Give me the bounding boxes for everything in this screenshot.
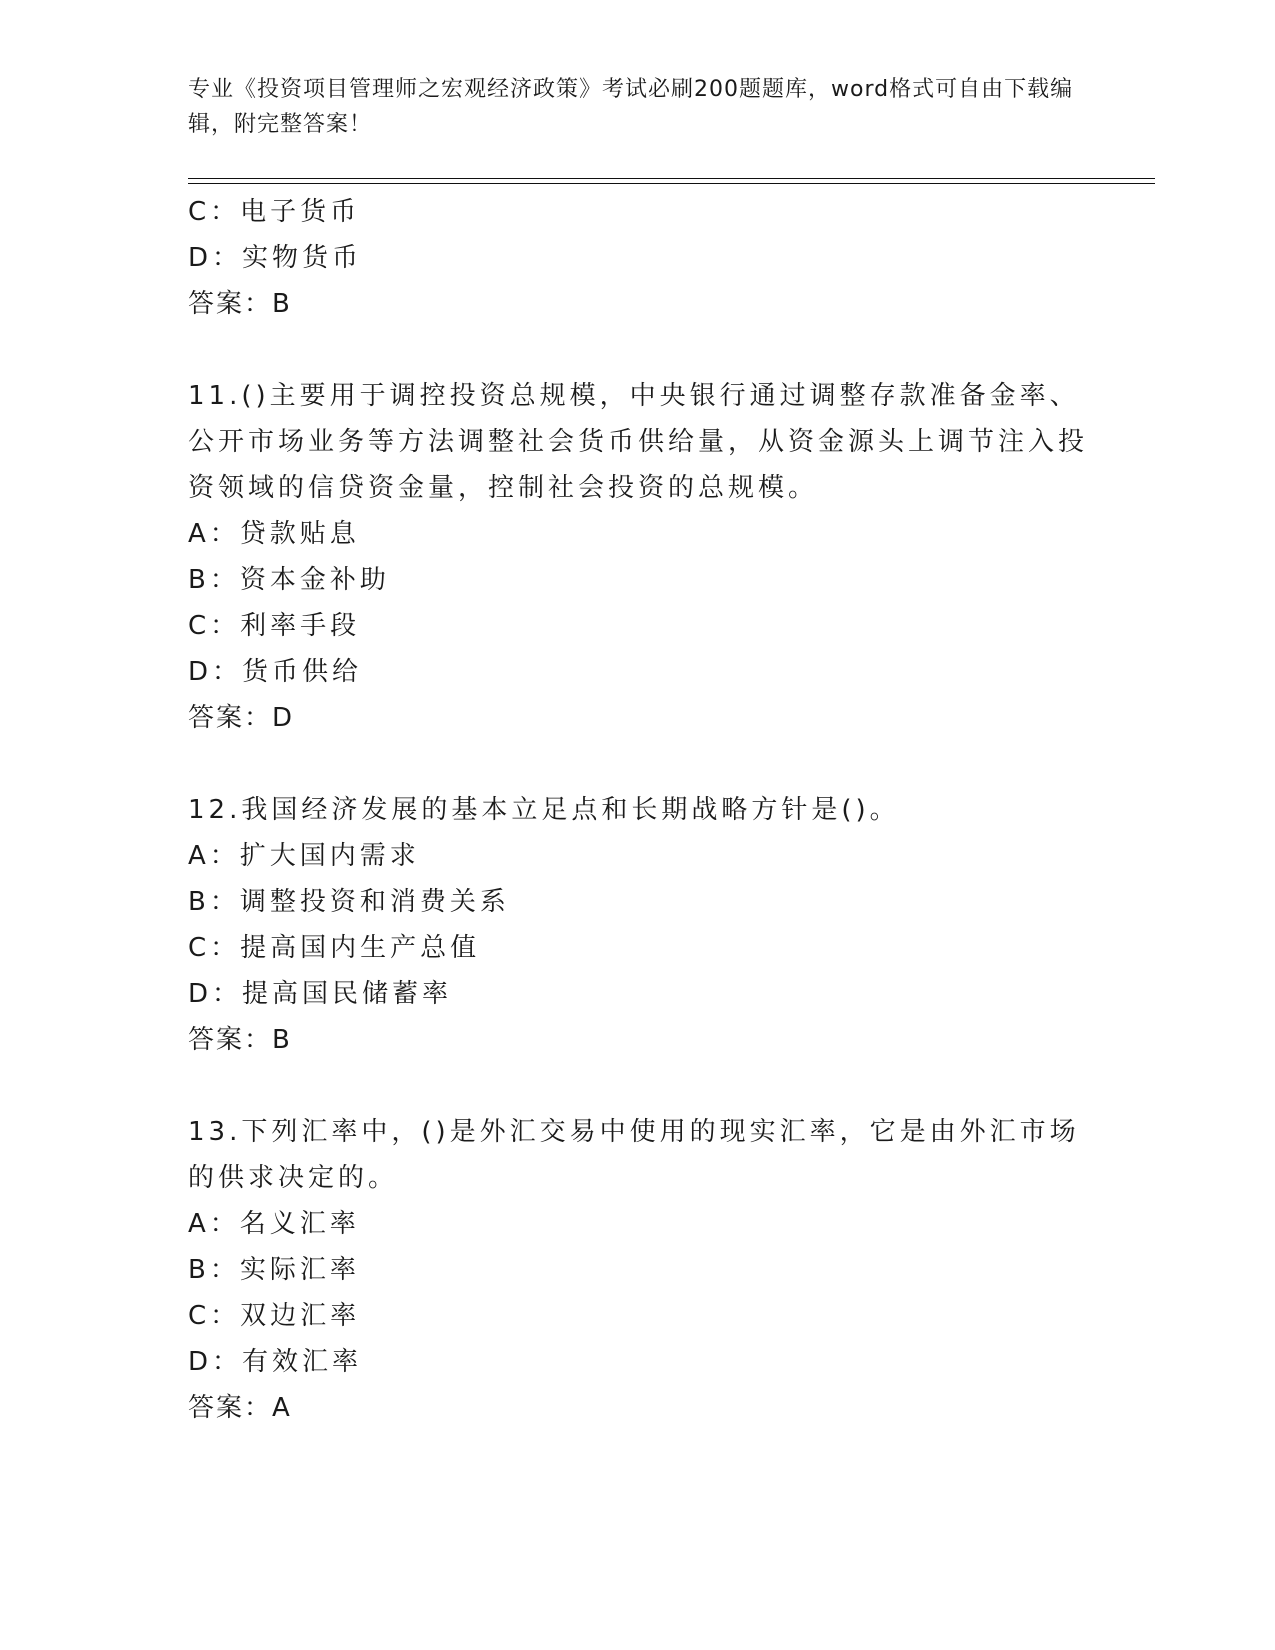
- option-letter: A：: [188, 1209, 240, 1239]
- option-text: 提高国内生产总值: [240, 933, 481, 963]
- option-letter: D：: [188, 657, 243, 687]
- option-text: 利率手段: [240, 611, 361, 641]
- option-letter: C：: [188, 197, 241, 227]
- answer-line: 答案：D: [188, 703, 295, 733]
- option-text: 扩大国内需求: [239, 841, 420, 871]
- option-d: [188, 971, 1088, 1017]
- option-text: 提高国民储蓄率: [242, 979, 453, 1009]
- option-letter: B：: [188, 565, 240, 595]
- question-stem: 11.()主要用于调控投资总规模，中央银行通过调整存款准备金率、公开市场业务等方法调整社会货币供给量，从资金源头上调节注入投资领域的信贷资金量，控制社会投资的总规模。: [188, 381, 1089, 503]
- option-letter: C：: [188, 933, 241, 963]
- option-letter: C：: [188, 1301, 241, 1331]
- option-letter: A：: [188, 519, 240, 549]
- option-a: [188, 511, 1088, 557]
- option-text: 资本金补助: [239, 565, 390, 595]
- option-c: [188, 189, 1088, 235]
- option-b: [188, 879, 1088, 925]
- option-b: [188, 557, 1088, 603]
- option-text: 贷款贴息: [239, 519, 360, 549]
- answer-line: 答案：A: [188, 1393, 292, 1423]
- option-a: [188, 833, 1088, 879]
- option-text: 有效汇率: [242, 1347, 363, 1377]
- previous-question-tail: [188, 189, 1088, 327]
- option-letter: B：: [188, 1255, 240, 1285]
- answer-line: 答案：B: [188, 289, 292, 319]
- question-13: [188, 1109, 1088, 1431]
- question-stem: 12.我国经济发展的基本立足点和长期战略方针是()。: [188, 795, 900, 825]
- option-letter: A：: [188, 841, 240, 871]
- option-b: [188, 1247, 1088, 1293]
- question-stem: 13.下列汇率中，()是外汇交易中使用的现实汇率，它是由外汇市场的供求决定的。: [188, 1117, 1080, 1193]
- option-text: 电子货币: [240, 197, 361, 227]
- document-header: 专业《投资项目管理师之宏观经济政策》考试必刷200题题库，word格式可自由下载编辑，附完整答案！: [188, 77, 1074, 137]
- option-c: [188, 603, 1088, 649]
- option-c: [188, 1293, 1088, 1339]
- question-list: [188, 189, 1088, 1431]
- option-text: 名义汇率: [239, 1209, 360, 1239]
- option-letter: D：: [188, 243, 243, 273]
- option-d: [188, 1339, 1088, 1385]
- option-d: [188, 649, 1088, 695]
- question-11: [188, 373, 1088, 741]
- option-d: [188, 235, 1088, 281]
- option-letter: B：: [188, 887, 240, 917]
- option-letter: D：: [188, 979, 243, 1009]
- option-text: 货币供给: [242, 657, 363, 687]
- option-text: 调整投资和消费关系: [239, 887, 510, 917]
- answer-line: 答案：B: [188, 1025, 292, 1055]
- option-text: 双边汇率: [240, 1301, 361, 1331]
- option-text: 实物货币: [242, 243, 363, 273]
- option-text: 实际汇率: [239, 1255, 360, 1285]
- question-12: [188, 787, 1088, 1063]
- option-a: [188, 1201, 1088, 1247]
- option-letter: C：: [188, 611, 241, 641]
- option-c: [188, 925, 1088, 971]
- header-divider-top: [188, 178, 1155, 179]
- option-letter: D：: [188, 1347, 243, 1377]
- header-divider-bottom: [188, 183, 1155, 184]
